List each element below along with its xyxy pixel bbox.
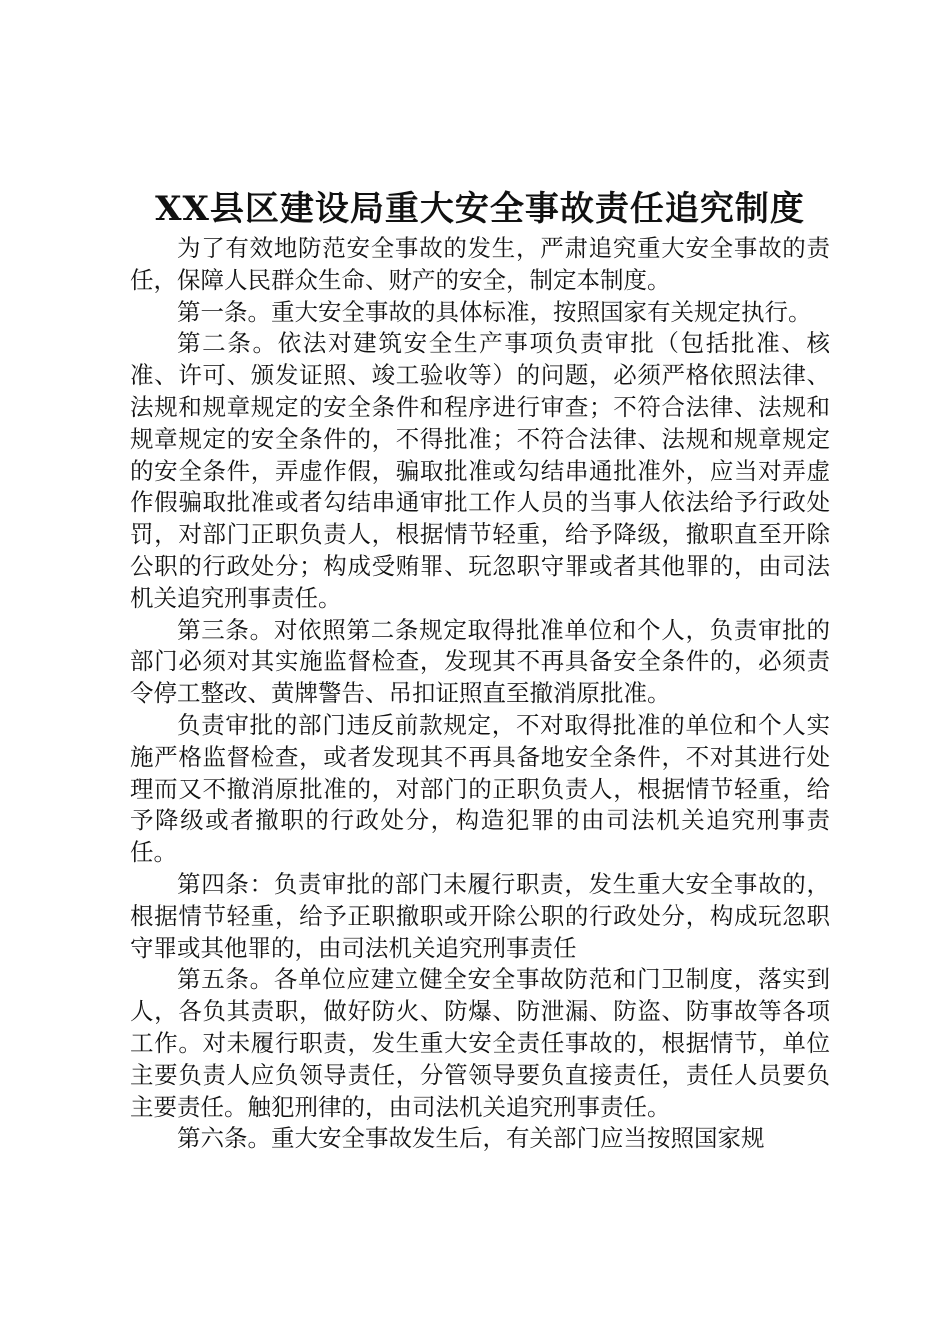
- document-page: [130, 185, 830, 1155]
- paragraph-article-2: 第二条。依法对建筑安全生产事项负责审批（包括批准、核准、许可、颁发证照、竣工验收等）的问题，必须严格依照法律、法规和规章规定的安全条件和程序进行审查；不符合法律、法规和规章规定的安全条件的，不得批准；不符合法律、法规和规章规定的安全条件，弄虚作假，骗取批准或勾结串通批准外，应当对弄虚作假骗取批准或者勾结串通审批工作人员的当事人依法给予行政处罚，对部门正职负责人，根据情节轻重，给予降级，撤职直至开除公职的行政处分；构成受贿罪、玩忽职守罪或者其他罪的，由司法机关追究刑事责任。: [130, 329, 830, 612]
- paragraph-article-3: 第三条。对依照第二条规定取得批准单位和个人，负责审批的部门必须对其实施监督检查，发现其不再具备安全条件的，必须责令停工整改、黄牌警告、吊扣证照直至撤消原批准。: [130, 615, 830, 708]
- paragraph-article-6: 第六条。重大安全事故发生后，有关部门应当按照国家规: [177, 1124, 765, 1153]
- document-title: XX县区建设局重大安全事故责任追究制度: [155, 189, 805, 229]
- paragraph-article-3-clause: 负责审批的部门违反前款规定，不对取得批准的单位和个人实施严格监督检查，或者发现其不再具备地安全条件，不对其进行处理而又不撤消原批准的，对部门的正职负责人，根据情节轻重，给予降级或者撤职的行政处分，构造犯罪的由司法机关追究刑事责任。: [130, 710, 830, 867]
- document-body: [130, 233, 830, 1155]
- paragraph-article-5: 第五条。各单位应建立健全安全事故防范和门卫制度，落实到人，各负其责职，做好防火、防爆、防泄漏、防盗、防事故等各项工作。对未履行职责，发生重大安全责任事故的，根据情节，单位主要负责人应负领导责任，分管领导要负直接责任，责任人员要负主要责任。触犯刑律的，由司法机关追究刑事责任。: [130, 965, 830, 1121]
- paragraph-article-4: 第四条：负责审批的部门未履行职责，发生重大安全事故的，根据情节轻重，给予正职撤职或开除公职的行政处分，构成玩忽职守罪或其他罪的，由司法机关追究刑事责任: [130, 869, 830, 962]
- paragraph-intro: 为了有效地防范安全事故的发生，严肃追究重大安全事故的责任，保障人民群众生命、财产的安全，制定本制度。: [130, 234, 830, 294]
- paragraph-article-1: 第一条。重大安全事故的具体标准，按照国家有关规定执行。: [177, 297, 812, 326]
